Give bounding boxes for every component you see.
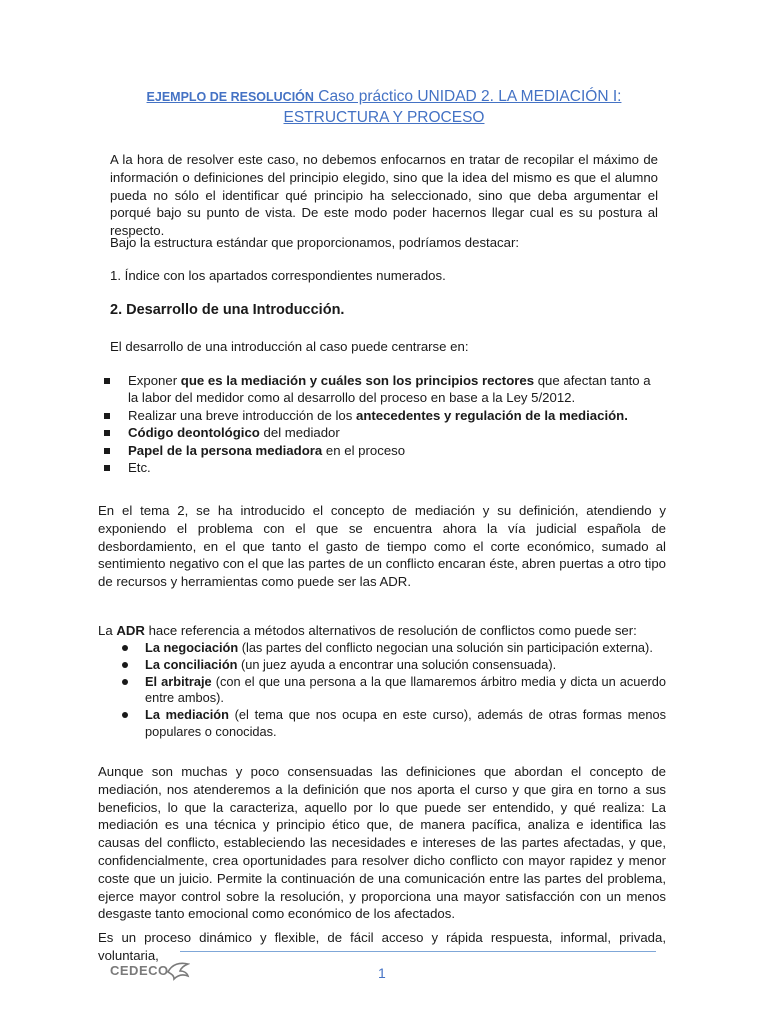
cedeco-logo: CEDECO: [110, 963, 169, 978]
list-item: Papel de la persona mediadora en el proceso: [104, 442, 664, 459]
intro-bullet-list: [104, 372, 664, 476]
title-main: Caso práctico UNIDAD 2. LA MEDIACIÓN I:: [313, 88, 622, 105]
adr-paragraph: La ADR hace referencia a métodos alternativos de resolución de conflictos como puede ser:: [98, 623, 637, 638]
adr-bullet-list: [120, 640, 666, 741]
development-paragraph: El desarrollo de una introducción al caso puede centrarse en:: [110, 339, 469, 354]
list-item: Realizar una breve introducción de los antecedentes y regulación de la mediación.: [104, 407, 664, 424]
list-item: La conciliación (un juez ayuda a encontrar una solución consensuada).: [120, 657, 666, 674]
title-prefix: EJEMPLO DE RESOLUCIÓN: [146, 90, 314, 104]
definition-paragraph: Aunque son muchas y poco consensuadas las definiciones que abordan el concepto de mediación, nos atenderemos a la definición que nos aporta el curso y que gira en torno a sus beneficios, lo que la caracteriza, aquello por lo que puede ser entendido, y qué realiza: La mediación es una técnica y principio ético que, de manera pacífica, analiza e identifica las causas del conflicto, estableciendo las necesidades e intereses de las partes afectadas, y que, confidencialmente, crea oportunidades para resolver dicho conflicto con mayor rapidez y menor coste que un juicio. Permite la continuación de una comunicación entre las partes del problema, ejerce mayor control sobre la resolución, y proporciona una mayor satisfacción con un menos desgaste tanto emocional como económico de los afectados.: [98, 764, 666, 922]
list-item: Etc.: [104, 459, 664, 476]
section-heading-2: 2. Desarrollo de una Introducción.: [110, 302, 345, 318]
index-item: 1. Índice con los apartados correspondientes numerados.: [110, 268, 446, 283]
dove-logo-icon: [166, 960, 190, 982]
topic-paragraph: En el tema 2, se ha introducido el concepto de mediación y su definición, atendiendo y exponiendo el problema con el que se encuentra ahora la vía judicial española de desbordamiento, en el que tanto el gasto de tiempo como el corte económico, sumado al sentimiento negativo con el que las partes de un conflicto encaran éste, abren puertas a otro tipo de recursos y herramientas como puede ser las ADR.: [98, 503, 666, 590]
list-item: La mediación (el tema que nos ocupa en este curso), además de otras formas menos populares o conocidas.: [120, 707, 666, 741]
structure-paragraph: Bajo la estructura estándar que proporcionamos, podríamos destacar:: [110, 235, 520, 250]
list-item: La negociación (las partes del conflicto negocian una solución sin participación externa).: [120, 640, 666, 657]
list-item: Código deontológico del mediador: [104, 424, 664, 441]
list-item: Exponer que es la mediación y cuáles son los principios rectores que afectan tanto a la labor del medidor como al desarrollo del proceso en base a la Ley 5/2012.: [104, 372, 664, 407]
document-title-line2: ESTRUCTURA Y PROCESO: [283, 109, 485, 126]
list-item: El arbitraje (con el que una persona a la que llamaremos árbitro media y dicta un acuerdo entre ambos).: [120, 674, 666, 708]
document-title-line1: [0, 88, 768, 106]
footer-divider: [180, 951, 656, 952]
process-paragraph: Es un proceso dinámico y flexible, de fácil acceso y rápida respuesta, informal, privada, voluntaria,: [98, 930, 666, 963]
intro-paragraph: A la hora de resolver este caso, no debemos enfocarnos en tratar de recopilar el máximo de información o definiciones del principio elegido, sino que la idea del mismo es que el alumno pueda no sólo el identificar qué principio ha seleccionado, sino que deba argumentar el porqué bajo su punto de vista. De este modo poder hacernos llegar cual es su postura al respecto.: [110, 152, 658, 239]
page-number: 1: [378, 965, 386, 981]
